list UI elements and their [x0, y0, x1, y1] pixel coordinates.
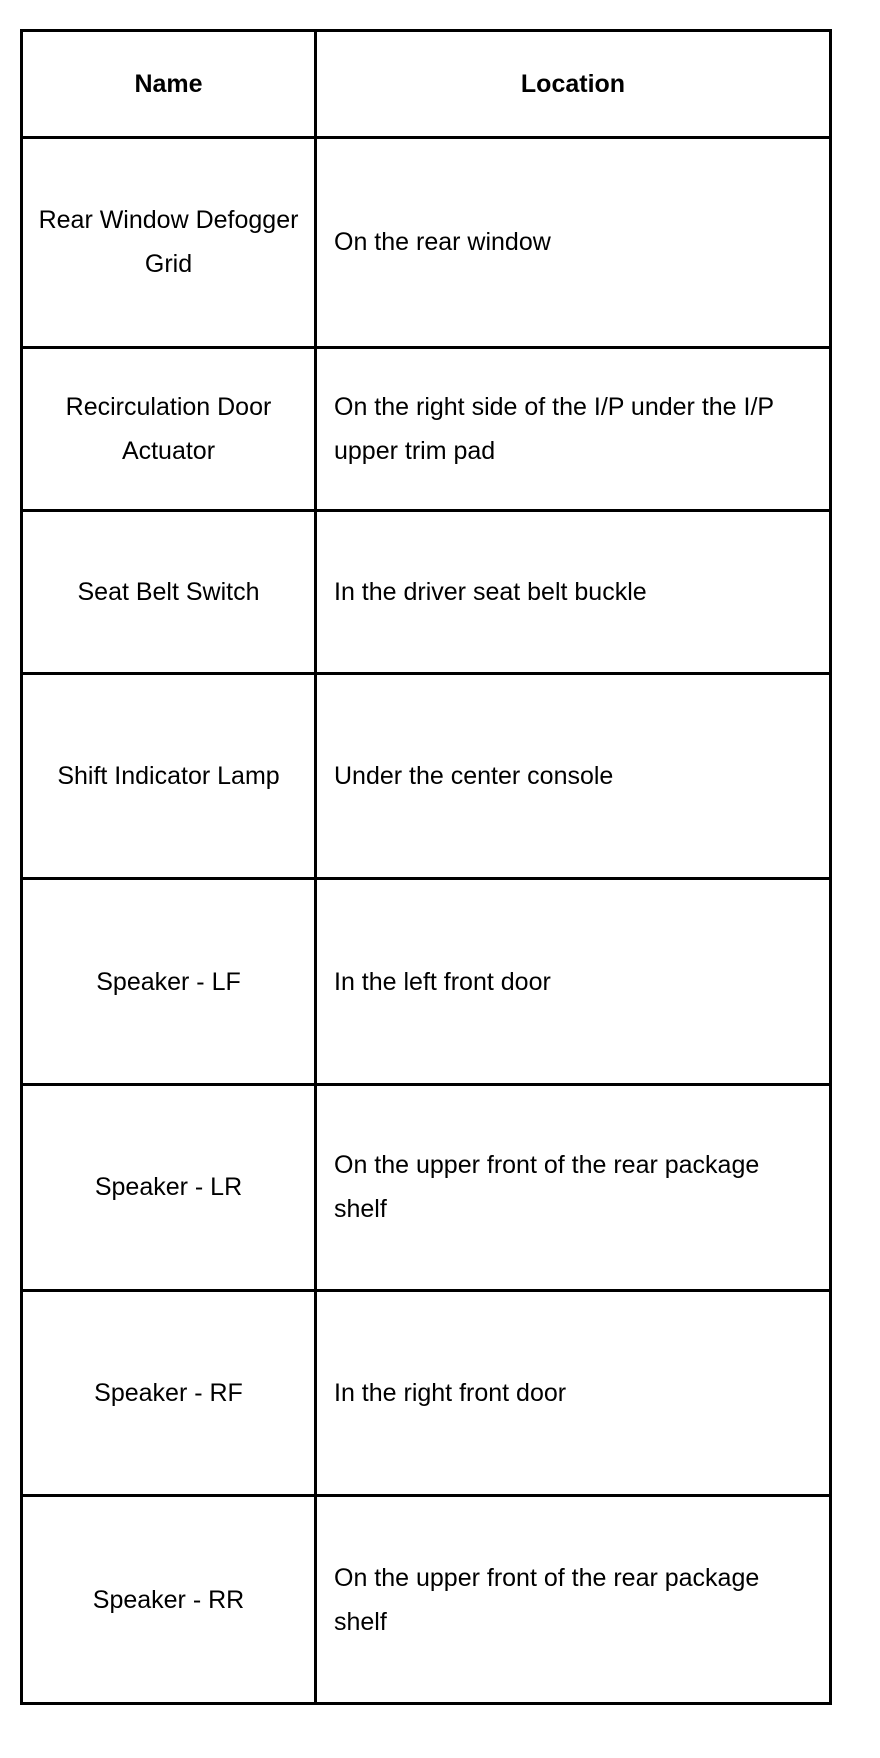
table-row	[22, 879, 831, 1085]
table-row	[22, 1084, 831, 1290]
row-name: Speaker - LF	[22, 879, 316, 1085]
component-location-table	[20, 29, 832, 1705]
row-name: Speaker - RF	[22, 1290, 316, 1496]
row-location: On the upper front of the rear package shelf	[316, 1496, 831, 1704]
row-name: Rear Window Defogger Grid	[22, 138, 316, 348]
table-row	[22, 1496, 831, 1704]
row-location: Under the center console	[316, 673, 831, 879]
row-name: Shift Indicator Lamp	[22, 673, 316, 879]
row-location: In the driver seat belt buckle	[316, 510, 831, 673]
header-location: Location	[316, 31, 831, 138]
row-name: Speaker - RR	[22, 1496, 316, 1704]
row-name: Seat Belt Switch	[22, 510, 316, 673]
table-row	[22, 347, 831, 510]
row-location: On the upper front of the rear package shelf	[316, 1084, 831, 1290]
row-name: Speaker - LR	[22, 1084, 316, 1290]
row-location: On the rear window	[316, 138, 831, 348]
table-row	[22, 138, 831, 348]
header-name: Name	[22, 31, 316, 138]
table-row	[22, 1290, 831, 1496]
row-location: In the left front door	[316, 879, 831, 1085]
table-row	[22, 673, 831, 879]
row-location: In the right front door	[316, 1290, 831, 1496]
table-header-row	[22, 31, 831, 138]
table-row	[22, 510, 831, 673]
row-name: Recirculation Door Actuator	[22, 347, 316, 510]
row-location: On the right side of the I/P under the I/P upper trim pad	[316, 347, 831, 510]
